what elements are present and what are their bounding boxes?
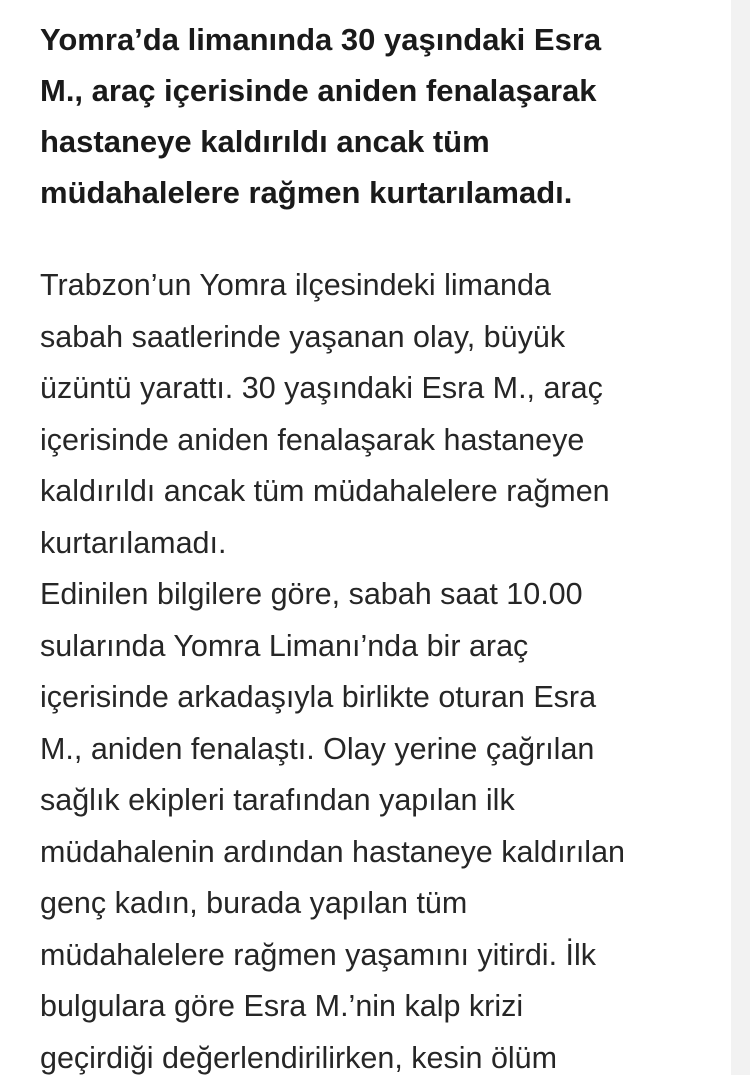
page-edge <box>731 0 750 1075</box>
article-body: Trabzon’un Yomra ilçesindeki limanda sabah saatlerinde yaşanan olay, büyük üzüntü yarattı. 30 yaşındaki Esra M., araç içerisinde aniden fenalaşarak hastaneye kaldırıldı ancak tüm müdahalelere rağmen kurtarılamadı. Edinilen bilgilere göre, sabah saat 10.00 sularında Yomra Limanı’nda bir araç içerisinde arkadaşıyla birlikte oturan Esra M., aniden fenalaştı. Olay yerine çağrılan sağlık ekipleri tarafından yapılan ilk müdahalenin ardından hastaneye kaldırılan genç kadın, burada yapılan tüm müdahalelere rağmen yaşamını yitirdi. İlk bulgulara göre Esra M.’nin kalp krizi geçirdiği değerlendirilirken, kesin ölüm <box>40 268 625 1075</box>
article-lede: Yomra’da limanında 30 yaşındaki Esra M., araç içerisinde aniden fenalaşarak hastaneye kaldırıldı ancak tüm müdahalelere rağmen kurtarılamadı. <box>40 22 602 210</box>
